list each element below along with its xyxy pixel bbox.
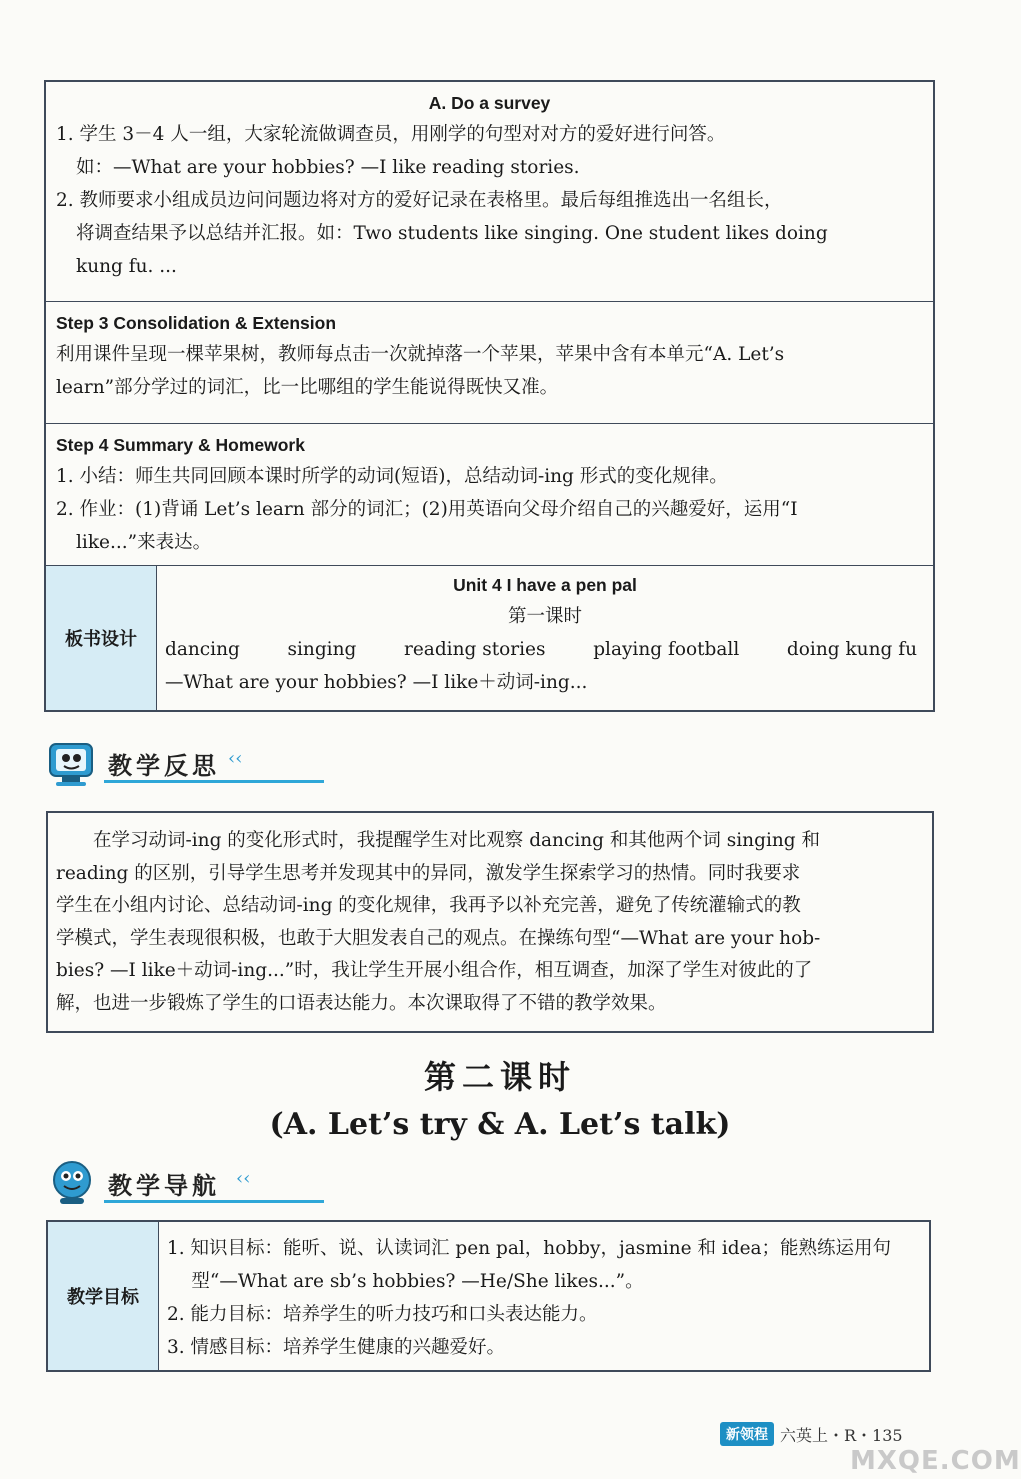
nav-title: 教学导航 bbox=[108, 1172, 220, 1200]
objective-line: 型“—What are sb’s hobbies? —He/She likes...”。 bbox=[167, 1271, 644, 1292]
double-chevron-icon: ‹‹ bbox=[236, 1168, 251, 1189]
reflection-line: reading 的区别，引导学生思考并发现其中的异同，激发学生探索学习的热情。同时我要求 bbox=[56, 862, 801, 884]
reflection-line: 学生在小组内讨论、总结动词-ing 的变化规律，我再予以补充完善，避免了传统灌输式的教 bbox=[56, 895, 801, 916]
board-design-row bbox=[46, 566, 933, 710]
survey-line: 2. 教师要求小组成员边问问题边将对方的爱好记录在表格里。最后每组推选出一名组长， bbox=[56, 190, 783, 211]
watermark: MXQE.COM bbox=[850, 1446, 1021, 1476]
reflection-line: 学模式，学生表现很积极，也敢于大胆发表自己的观点。在操练句型“—What are your hob- bbox=[56, 927, 821, 949]
objectives-content bbox=[159, 1222, 929, 1370]
mascot-icon bbox=[46, 1158, 104, 1208]
step4-line: like...”来表达。 bbox=[76, 532, 212, 553]
reflection-box bbox=[46, 811, 934, 1033]
step3-line: 利用课件呈现一棵苹果树，教师每点击一次就掉落一个苹果，苹果中含有本单元“A. Let’s bbox=[56, 344, 785, 365]
board-design-content bbox=[157, 566, 933, 710]
board-unit-title: Unit 4 I have a pen pal bbox=[453, 575, 637, 595]
survey-line: kung fu. ... bbox=[76, 256, 177, 277]
reflection-line: 在学习动词-ing 的变化形式时，我提醒学生对比观察 dancing 和其他两个词 singing 和 bbox=[56, 830, 820, 851]
objectives-row bbox=[48, 1222, 929, 1370]
reflection-line: bies? —I like＋动词-ing...”时，我让学生开展小组合作，相互调查，加深了学生对彼此的了 bbox=[56, 960, 813, 981]
board-design-label: 板书设计 bbox=[46, 566, 157, 710]
lesson-content-box bbox=[44, 80, 935, 712]
objectives-label: 教学目标 bbox=[48, 1222, 159, 1370]
nav-banner bbox=[46, 1158, 346, 1208]
survey-line: 如：—What are your hobbies? —I like reading stories. bbox=[76, 157, 580, 178]
board-pattern: —What are your hobbies? —I like＋动词-ing... bbox=[165, 672, 588, 693]
board-word: playing football bbox=[593, 639, 740, 660]
reflection-banner bbox=[46, 738, 346, 788]
double-chevron-icon: ‹‹ bbox=[228, 748, 243, 769]
step4-section bbox=[46, 424, 933, 566]
objective-line: 2. 能力目标：培养学生的听力技巧和口头表达能力。 bbox=[167, 1304, 598, 1325]
step4-title: Step 4 Summary & Homework bbox=[56, 435, 305, 455]
page-footer bbox=[720, 1422, 903, 1446]
step3-line: learn”部分学过的词汇，比一比哪组的学生能说得既快又准。 bbox=[56, 377, 559, 398]
board-word: reading stories bbox=[404, 639, 546, 660]
banner-underline bbox=[104, 1200, 324, 1203]
board-lesson: 第一课时 bbox=[507, 606, 582, 627]
page-number: 六英上・R・135 bbox=[780, 1425, 903, 1445]
lesson2-subtitle: (A. Let’s try & A. Let’s talk) bbox=[269, 1107, 731, 1142]
survey-line: 将调查结果予以总结并汇报。如：Two students like singing. One student likes doing bbox=[76, 223, 828, 244]
step3-title: Step 3 Consolidation & Extension bbox=[56, 313, 337, 333]
objective-line: 3. 情感目标：培养学生健康的兴趣爱好。 bbox=[167, 1337, 506, 1358]
step4-line: 1. 小结：师生共同回顾本课时所学的动词(短语)，总结动词-ing 形式的变化规律。 bbox=[56, 466, 728, 487]
objectives-box bbox=[46, 1220, 931, 1372]
reflection-title: 教学反思 bbox=[108, 752, 220, 780]
board-word: dancing bbox=[165, 639, 240, 660]
mascot-icon bbox=[46, 738, 104, 788]
survey-section bbox=[46, 82, 933, 302]
survey-title: A. Do a survey bbox=[428, 93, 551, 113]
board-words bbox=[165, 633, 925, 666]
brand-logo: 新领程 bbox=[720, 1422, 774, 1446]
survey-line: 1. 学生 3－4 人一组，大家轮流做调查员，用刚学的句型对对方的爱好进行问答。 bbox=[56, 124, 726, 145]
objective-line: 1. 知识目标：能听、说、认读词汇 pen pal，hobby，jasmine 和 idea；能熟练运用句 bbox=[167, 1238, 892, 1259]
board-word: doing kung fu bbox=[786, 639, 917, 660]
step3-section bbox=[46, 302, 933, 424]
board-word: singing bbox=[287, 639, 357, 660]
step4-line: 2. 作业：(1)背诵 Let’s learn 部分的词汇；(2)用英语向父母介绍自己的兴趣爱好，运用“I bbox=[56, 499, 798, 520]
lesson2-title: 第二课时 bbox=[423, 1058, 576, 1096]
reflection-line: 解，也进一步锻炼了学生的口语表达能力。本次课取得了不错的教学效果。 bbox=[56, 992, 667, 1014]
banner-underline bbox=[104, 780, 324, 783]
